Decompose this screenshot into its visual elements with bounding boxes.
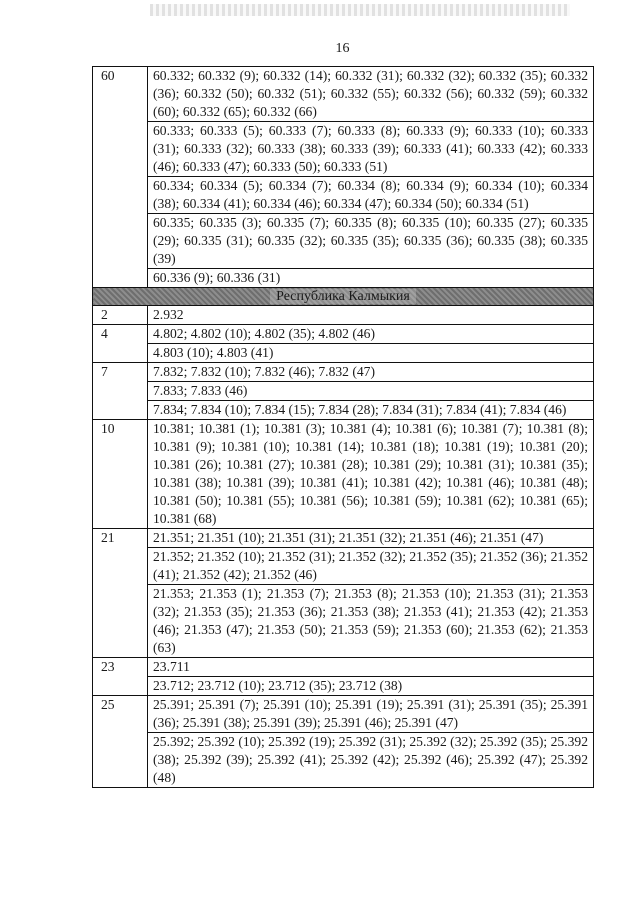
code-list-cell: 7.833; 7.833 (46) [148,382,594,401]
table-row [93,420,594,529]
code-list-cell: 21.351; 21.351 (10); 21.351 (31); 21.351 (32); 21.351 (46); 21.351 (47) [148,529,594,548]
table-row [93,733,594,788]
table-row [93,214,594,269]
table-row [93,529,594,548]
section-code: 2 [93,306,148,325]
table-row [93,548,594,585]
code-list-cell: 60.335; 60.335 (3); 60.335 (7); 60.335 (8); 60.335 (10); 60.335 (27); 60.335 (29); 60.335 (31); 60.335 (32); 60.335 (35); 60.335 (36); 60.335 (38); 60.335 (39) [148,214,594,269]
table-row [93,269,594,288]
code-list-cell: 4.802; 4.802 (10); 4.802 (35); 4.802 (46) [148,325,594,344]
table-row [93,325,594,344]
code-list-cell: 7.832; 7.832 (10); 7.832 (46); 7.832 (47) [148,363,594,382]
region-title: Республика Калмыкия [270,289,416,304]
section-code: 60 [93,67,148,288]
code-list-cell: 2.932 [148,306,594,325]
table-row [93,382,594,401]
codes-table [92,66,594,788]
code-list-cell: 10.381; 10.381 (1); 10.381 (3); 10.381 (4); 10.381 (6); 10.381 (7); 10.381 (8); 10.381 (9); 10.381 (10); 10.381 (14); 10.381 (18); 10.381 (19); 10.381 (20); 10.381 (26); 10.381 (27); 10.381 (28); 10.381 (29); 10.381 (31); 10.381 (35); 10.381 (38); 10.381 (39); 10.381 (41); 10.381 (42); 10.381 (46); 10.381 (48); 10.381 (50); 10.381 (55); 10.381 (56); 10.381 (59); 10.381 (62); 10.381 (65); 10.381 (68) [148,420,594,529]
region-header-row [93,288,594,306]
code-list-cell: 21.353; 21.353 (1); 21.353 (7); 21.353 (8); 21.353 (10); 21.353 (31); 21.353 (32); 21.353 (35); 21.353 (36); 21.353 (38); 21.353 (41); 21.353 (42); 21.353 (46); 21.353 (47); 21.353 (50); 21.353 (59); 21.353 (60); 21.353 (62); 21.353 (63) [148,585,594,658]
section-code: 4 [93,325,148,363]
table-row [93,363,594,382]
table-row [93,658,594,677]
table-row [93,677,594,696]
code-list-cell: 21.352; 21.352 (10); 21.352 (31); 21.352 (32); 21.352 (35); 21.352 (36); 21.352 (41); 21.352 (42); 21.352 (46) [148,548,594,585]
code-list-cell: 4.803 (10); 4.803 (41) [148,344,594,363]
section-code: 10 [93,420,148,529]
code-list-cell: 25.391; 25.391 (7); 25.391 (10); 25.391 (19); 25.391 (31); 25.391 (35); 25.391 (36); 25.391 (38); 25.391 (39); 25.391 (46); 25.391 (47) [148,696,594,733]
code-list-cell: 25.392; 25.392 (10); 25.392 (19); 25.392 (31); 25.392 (32); 25.392 (35); 25.392 (38); 25.392 (39); 25.392 (41); 25.392 (42); 25.392 (46); 25.392 (47); 25.392 (48) [148,733,594,788]
table-row [93,401,594,420]
code-list-cell: 23.711 [148,658,594,677]
code-list-cell: 7.834; 7.834 (10); 7.834 (15); 7.834 (28); 7.834 (31); 7.834 (41); 7.834 (46) [148,401,594,420]
region-header-cell [93,288,594,306]
code-list-cell: 60.334; 60.334 (5); 60.334 (7); 60.334 (8); 60.334 (9); 60.334 (10); 60.334 (38); 60.334 (41); 60.334 (46); 60.334 (47); 60.334 (50); 60.334 (51) [148,177,594,214]
code-list-cell: 60.336 (9); 60.336 (31) [148,269,594,288]
section-code: 21 [93,529,148,658]
page-number: 16 [335,41,350,56]
table-row [93,306,594,325]
section-code: 25 [93,696,148,788]
codes-table-container [92,66,593,788]
table-row [93,344,594,363]
table-row [93,585,594,658]
code-list-cell: 60.332; 60.332 (9); 60.332 (14); 60.332 (31); 60.332 (32); 60.332 (35); 60.332 (36); 60.332 (50); 60.332 (51); 60.332 (55); 60.332 (56); 60.332 (59); 60.332 (60); 60.332 (65); 60.332 (66) [148,67,594,122]
table-row [93,696,594,733]
codes-table-body [93,67,594,788]
scan-artifact [150,4,570,16]
table-row [93,122,594,177]
section-code: 7 [93,363,148,420]
code-list-cell: 60.333; 60.333 (5); 60.333 (7); 60.333 (8); 60.333 (9); 60.333 (10); 60.333 (31); 60.333 (32); 60.333 (38); 60.333 (39); 60.333 (41); 60.333 (42); 60.333 (46); 60.333 (47); 60.333 (50); 60.333 (51) [148,122,594,177]
table-row [93,177,594,214]
table-row [93,67,594,122]
section-code: 23 [93,658,148,696]
code-list-cell: 23.712; 23.712 (10); 23.712 (35); 23.712 (38) [148,677,594,696]
